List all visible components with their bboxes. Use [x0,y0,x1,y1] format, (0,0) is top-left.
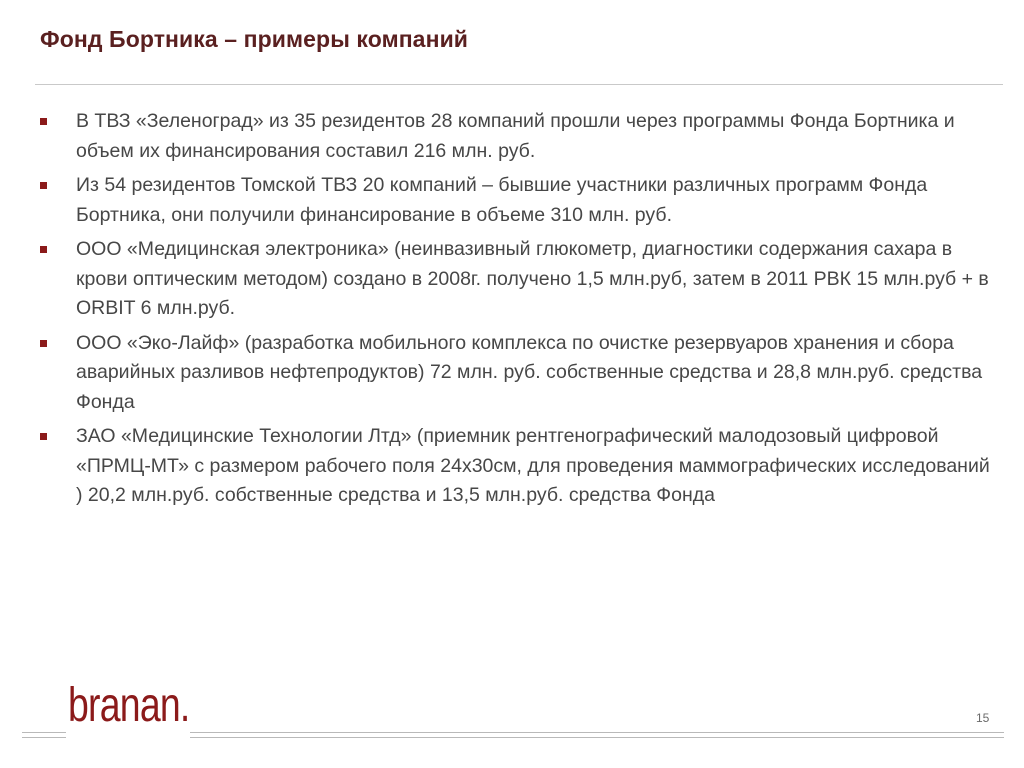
square-bullet-icon [40,340,47,347]
bullet-item-2 [40,171,990,230]
branan-logo: branan. [68,679,190,732]
bullet-item-1 [40,107,990,166]
slide-title: Фонд Бортника – примеры компаний [40,26,469,52]
bullet-text: ООО «Медицинская электроника» (неинвазивный глюкометр, диагностики содержания сахара в крови оптическим методом) создано в 2008г. получено 1,5 млн.руб, затем в 2011 РВК 15 млн.руб + в ORBIT 6 млн.руб. [76,238,989,319]
title-divider [35,84,1003,85]
square-bullet-icon [40,433,47,440]
bullet-text: ЗАО «Медицинские Технологии Лтд» (приемник рентгенографический малодозовый цифровой «ПРМЦ-МТ» с размером рабочего поля 24х30см, для проведения маммографических исследований ) 20,2 млн.руб. собственные средства и 13,5 млн.руб. средства Фонда [76,425,990,506]
square-bullet-icon [40,118,47,125]
bullet-text: В ТВЗ «Зеленоград» из 35 резидентов 28 компаний прошли через программы Фонда Бортника и объем их финансирования составил 216 млн. руб. [76,110,955,162]
bullet-item-4 [40,329,990,418]
square-bullet-icon [40,246,47,253]
page-number: 15 [976,711,990,725]
footer-rule-left [22,732,66,738]
bullet-item-5 [40,422,990,511]
bullet-text: Из 54 резидентов Томской ТВЗ 20 компаний – бывшие участники различных программ Фонда Бортника, они получили финансирование в объеме 310 млн. руб. [76,174,928,226]
bullet-item-3 [40,235,990,324]
bullet-text: ООО «Эко-Лайф» (разработка мобильного комплекса по очистке резервуаров хранения и сбора аварийных разливов нефтепродуктов) 72 млн. руб. собственные средства и 28,8 млн.руб. средства Фонда [76,331,983,413]
footer-rule-right [190,732,1004,738]
bullet-list [40,107,990,516]
square-bullet-icon [40,182,47,189]
